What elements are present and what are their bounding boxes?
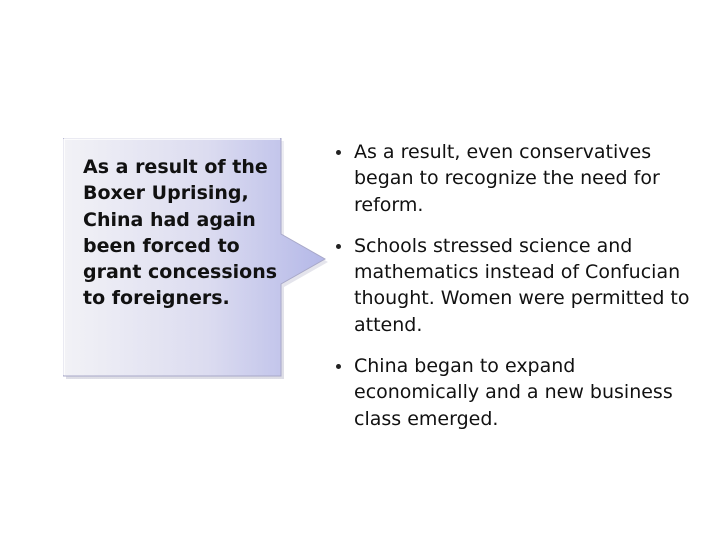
effect-item [333,353,705,432]
effects-list [333,139,705,447]
effect-text: As a result, even conservatives began to recognize the need for reform. [354,141,660,216]
cause-panel [63,138,331,380]
effect-item [333,233,705,338]
cause-text: As a result of the Boxer Uprising, China had again been forced to grant concessions to foreigners. [83,156,278,310]
effect-text: Schools stressed science and mathematics instead of Confucian thought. Women were permitted to attend. [354,234,690,336]
effect-item [333,139,705,218]
effect-text: China began to expand economically and a new business class emerged. [354,355,673,430]
